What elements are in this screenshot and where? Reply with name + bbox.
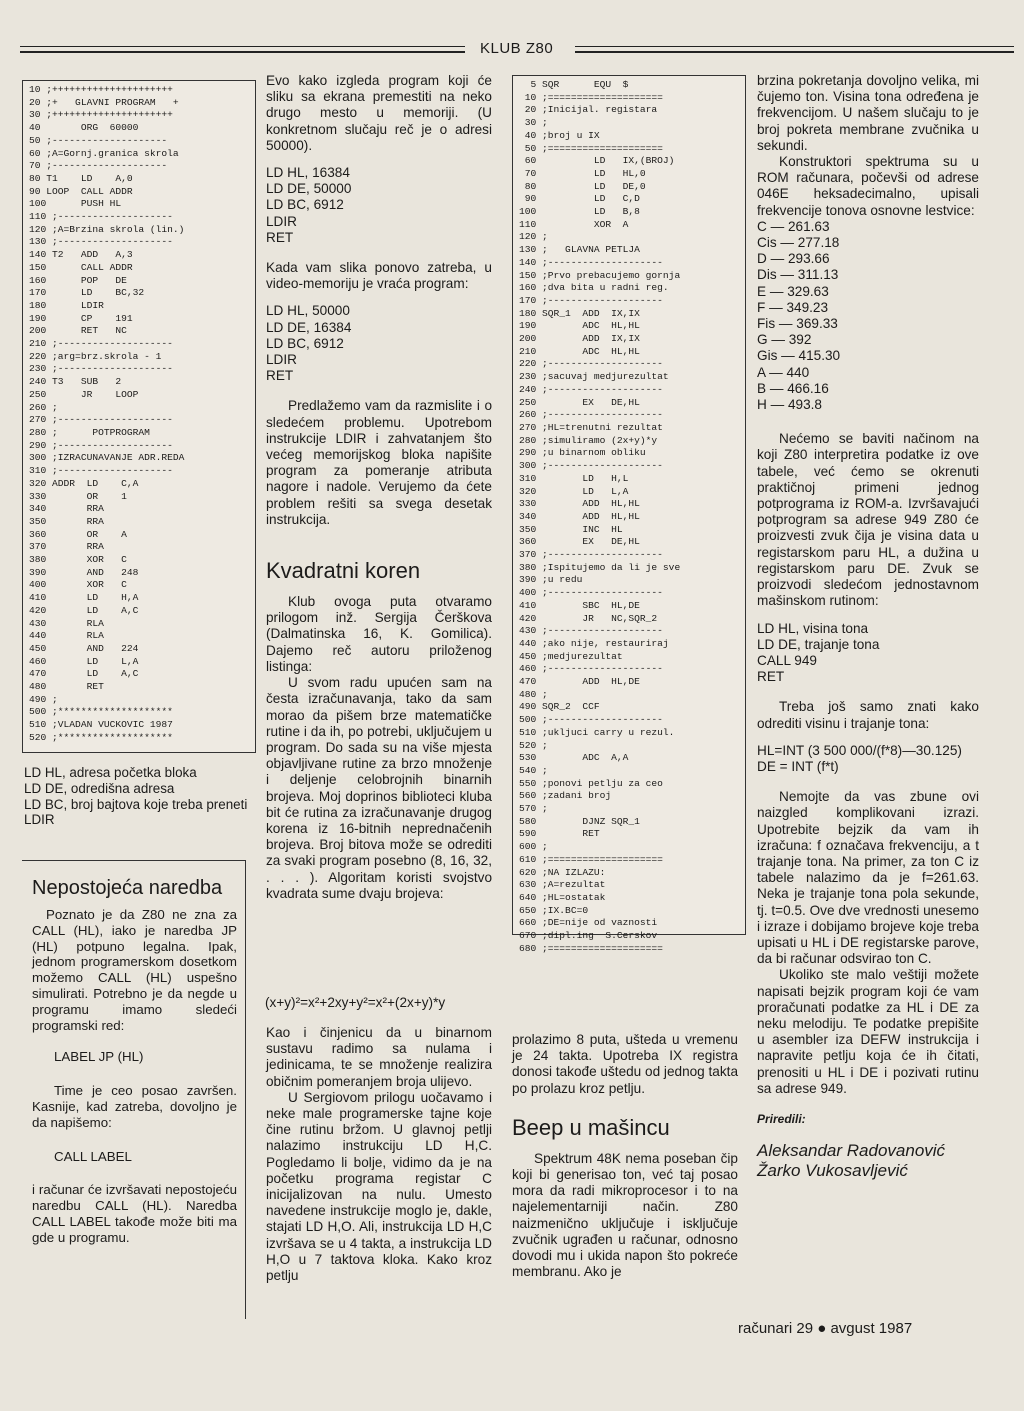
code-line: 390 ;u redu (519, 574, 583, 586)
code-line: 20 ;Inicijal. registara (519, 104, 658, 116)
code-line: 400 XOR C (29, 579, 127, 591)
middle-paragraph-2: Kada vam slika ponovo zatreba, u video-memoriju je vraća program: (266, 260, 492, 292)
code-line: 10 ;==================== (519, 91, 663, 103)
third-paragraph-2: Spektrum 48K nema poseban čip koji bi generisao ton, već taj posao mora da radi mikroprocesor i to na najelementarniji način. Z80 naizmenično uključuje i isključuje zvučnik ugrađen u računar, odnosno dovodi mu i ukida napon što pokreće membranu. Ako je (512, 1150, 738, 1280)
code-line: 430 RLA (29, 617, 104, 629)
sidebar-heading: Nepostojeća naredba (32, 877, 223, 899)
heading-kvadratni-koren: Kvadratni koren (266, 558, 421, 584)
code-line: 70 ;-------------------- (29, 160, 168, 172)
right-code-1: LD HL, visina tona LD DE, trajanje tona CALL 949 RET (757, 620, 880, 685)
code-line: 340 ADD HL,HL (519, 510, 640, 522)
code-line: 260 ; (29, 401, 58, 413)
section-title: KLUB Z80 (480, 40, 554, 57)
note-a: A — 440 (757, 364, 810, 380)
code-line: 150 ;Prvo prebacujemo gornja (519, 269, 681, 281)
note-c: C — 261.63 (757, 218, 830, 234)
code-line: 340 RRA (29, 503, 104, 515)
note-frequency-list (757, 219, 979, 413)
code-line: 430 ;-------------------- (519, 625, 663, 637)
sidebar-box (22, 860, 246, 1319)
code-line: 110 XOR A (519, 218, 629, 230)
code-line: 490 SQR_2 CCF (519, 701, 600, 713)
code-line: 390 AND 248 (29, 566, 139, 578)
header-rule-right (575, 46, 1014, 53)
code-line: 300 ;IZRACUNAVANJE ADR.REDA (29, 452, 185, 464)
code-line: 370 RRA (29, 541, 104, 553)
code-line: 440 ;ako nije, restauriraj (519, 637, 669, 649)
code-line: 460 LD L,A (29, 655, 139, 667)
note-fis: Fis — 369.33 (757, 316, 838, 332)
code-line: 180 LDIR (29, 299, 104, 311)
note-b: B — 466.16 (757, 380, 829, 396)
right-paragraph-5: Nemojte da vas zbune ovi naizgled komplikovani izrazi. Upotrebite bejzik da vam ih izračuna: f označava frekvenciju, a t trajanje tona. Na primer, za ton C iz tabele nalazimo da je f=261.63. Neka je trajanje tona pola sekunde, tj. t=0.5. Ove dve vrednosti unesemo i izraze i dobijamo brojeve koje treba upisati u HL i DE registarske parove, da bi računar odsvirao ton C. (757, 789, 979, 967)
note-h: H — 493.8 (757, 397, 822, 413)
author-1: Aleksandar Radovanović (757, 1141, 946, 1161)
code-line: 160 POP DE (29, 274, 127, 286)
code-line: 410 LD H,A (29, 592, 139, 604)
code-line: 480 ; (519, 688, 548, 700)
code-line: 620 ;NA IZLAZU: (519, 866, 606, 878)
code-line: 350 RRA (29, 515, 104, 527)
code-line: 200 ADD IX,IX (519, 333, 640, 345)
code-line: 520 ;******************** (29, 731, 173, 743)
code-line: 60 ;A=Gornj.granica skrola (29, 147, 179, 159)
code-line: 330 OR 1 (29, 490, 127, 502)
middle-code-1: LD HL, 16384 LD DE, 50000 LD BC, 6912 LDIR RET (266, 165, 352, 245)
code-line: 480 RET (29, 681, 104, 693)
third-column (512, 1032, 738, 1291)
code-line: 40 ORG 60000 (29, 122, 139, 134)
code-line: 60 LD IX,(BROJ) (519, 155, 675, 167)
code-line: 450 ;medjurezultat (519, 650, 623, 662)
middle-paragraph-6: Kao i činjenicu da u binarnom sustavu radimo sa nulama i jedinicama, te se množenje realizira običnim pomeranjem broja ulijevo. (266, 1025, 492, 1089)
code-line: 570 ; (519, 803, 548, 815)
code-line: 420 JR NC,SQR_2 (519, 612, 658, 624)
code-line: 550 ;ponovi petlju za ceo (519, 777, 663, 789)
code-line: 330 ADD HL,HL (519, 498, 640, 510)
code-line: 470 LD A,C (29, 668, 139, 680)
code-line: 380 ;Ispitujemo da li je sve (519, 561, 681, 573)
code-line: 190 CP 191 (29, 312, 133, 324)
code-line: 520 ; (519, 739, 548, 751)
page-header (20, 40, 1014, 56)
code-listing-right (512, 75, 746, 954)
code-line: 130 ;-------------------- (29, 236, 173, 248)
code-line: 670 ;dipl.ing S.Cerskov (519, 930, 658, 942)
right-paragraph-1: brzina pokretanja dovoljno velika, mi čujemo ton. Visina tona određena je frekvencijom. U našem slučaju to je broj pokreta membrane zvučnika u sekundi. (757, 73, 979, 153)
credits-label: Priredili: (757, 1111, 806, 1126)
left-column-text (24, 765, 252, 828)
code-line: 440 RLA (29, 630, 104, 642)
middle-paragraph-5: U svom radu upućen sam na česta izračunavanja, tako da sam morao da pišem brze matematičke rutine i da ih, po potrebi, uključujem u program. Do sada su na više mjesta objavljivane rutine za brzo množenje i deljenje celobrojnih binarnih brojeva. Moj doprinos biblioteci kluba bit će rutina za izračunavanje drugog korena iz 16-bitnih neprednačenih brojeva. Broj bitova može se odrediti za svaki program posebno (8, 16, 32, . . . ). Algoritam koristi svojstvo kvadrata sume dvaju brojeva: (266, 675, 492, 901)
code-line: 280 ; POTPROGRAM (29, 426, 150, 438)
ldir-line-3: LD BC, broj bajtova koje treba preneti (24, 796, 248, 812)
right-column (757, 73, 979, 1181)
code-line: 290 ;u binarnom obliku (519, 447, 646, 459)
note-d: D — 293.66 (757, 251, 830, 267)
code-line: 380 XOR C (29, 554, 127, 566)
code-line: 190 ADC HL,HL (519, 320, 640, 332)
code-line: 360 OR A (29, 528, 127, 540)
code-line: 90 LD C,D (519, 193, 640, 205)
code-line: 560 ;zadani broj (519, 790, 612, 802)
author-2: Žarko Vukosavljević (757, 1161, 908, 1181)
code-line: 540 ; (519, 764, 548, 776)
header-rule-left (20, 46, 465, 53)
code-line: 450 AND 224 (29, 642, 139, 654)
code-line: 80 LD DE,0 (519, 180, 646, 192)
code-line: 320 LD L,A (519, 485, 629, 497)
code-line: 140 T2 ADD A,3 (29, 249, 133, 261)
code-line: 420 LD A,C (29, 604, 139, 616)
middle-paragraph-7: U Sergiovom prilogu uočavamo i neke male programerske tajne koje čine rutinu bržom. U glavnoj petlji nalazimo instrukciju LD H,C. Pogledamo li bolje, vidimo da je na početku programa registar C inicijalizovan na nulu. Umesto navedene instrukcije moglo je, dakle, stajati LD H,O. Ali, instrukcija LD H,C izvršava se u 4 takta, a instrukcija LD H,O u 7 taktova kloka. Kako kroz petlju (266, 1089, 492, 1284)
code-line: 170 ;-------------------- (519, 294, 663, 306)
code-line: 410 SBC HL,DE (519, 599, 640, 611)
code-line: 80 T1 LD A,0 (29, 172, 133, 184)
middle-paragraph-1: Evo kako izgleda program koji će sliku sa ekrana premestiti na neko drugo mesto u memoriji. (U konkretnom slučaju reč je o adresi 50000). (266, 73, 492, 153)
code-line: 320 ADDR LD C,A (29, 477, 139, 489)
code-line: 270 ;HL=trenutni rezultat (519, 421, 663, 433)
note-e: E — 329.63 (757, 283, 829, 299)
sidebar-paragraph-3: i računar će izvršavati nepostojeću naredbu CALL (HL). Naredba CALL LABEL takođe može biti ma gde u programu. (32, 1182, 237, 1245)
heading-beep: Beep u mašincu (512, 1114, 670, 1140)
code-line: 220 ;arg=brz.skrola - 1 (29, 350, 162, 362)
page-footer: računari 29 ● avgust 1987 (738, 1320, 913, 1337)
middle-paragraph-3: Predlažemo vam da razmislite i o sledećem problemu. Upotrebom instrukcije LDIR i zahvatanjem što većeg memorijskog bloka napišite program za pomeranje atributa nagore i nadole. Verujemo da ćete problem rešiti sa svega desetak instrukcija. (266, 398, 492, 527)
code-line: 500 ;******************** (29, 706, 173, 718)
code-line: 90 LOOP CALL ADDR (29, 185, 133, 197)
middle-column (266, 73, 492, 913)
code-line: 290 ;-------------------- (29, 439, 173, 451)
code-line: 230 ;-------------------- (29, 363, 173, 375)
note-cis: Cis — 277.18 (757, 235, 840, 251)
third-paragraph-1: prolazimo 8 puta, ušteda u vremenu je 24 takta. Upotreba IX registra donosi takođe uštedu od jednog takta po prolazu kroz petlju. (512, 1032, 738, 1096)
code-line: 180 SQR_1 ADD IX,IX (519, 307, 640, 319)
code-line: 100 PUSH HL (29, 198, 122, 210)
code-line: 130 ; GLAVNA PETLJA (519, 244, 640, 256)
code-line: 20 ;+ GLAVNI PROGRAM + (29, 96, 179, 108)
code-line: 160 ;dva bita u radni reg. (519, 282, 669, 294)
right-paragraph-2: Konstruktori spektruma su u ROM računara, počevši od adrese 046E heksadecimalno, upisali frekvencije tonova osnovne lestvice: (757, 154, 979, 218)
code-line: 610 ;==================== (519, 853, 663, 865)
code-line: 680 ;==================== (519, 942, 663, 954)
note-g: G — 392 (757, 332, 812, 348)
formula-square-sum: (x+y)²=x²+2xy+y²=x²+(2x+y)*y (265, 995, 446, 1010)
code-line: 50 ;-------------------- (29, 134, 168, 146)
code-line: 220 ;-------------------- (519, 358, 663, 370)
code-line: 210 ;-------------------- (29, 338, 173, 350)
code-line: 500 ;-------------------- (519, 714, 663, 726)
code-line: 640 ;HL=ostatak (519, 892, 606, 903)
code-line: 600 ; (519, 841, 548, 853)
code-line: 370 ;-------------------- (519, 549, 663, 561)
code-line: 280 ;simuliramo (2x+y)*y (519, 434, 658, 446)
middle-code-2: LD HL, 50000 LD DE, 16384 LD BC, 6912 LDIR RET (266, 303, 352, 384)
code-line: 110 ;-------------------- (29, 211, 173, 223)
code-line: 490 ; (29, 693, 58, 705)
note-f: F — 349.23 (757, 299, 829, 315)
code-line: 660 ;DE=nije od vaznosti (519, 917, 658, 929)
code-line: 250 EX DE,HL (519, 396, 640, 408)
code-line: 70 LD HL,0 (519, 167, 646, 179)
ldir-line-1: LD HL, adresa početka bloka (24, 765, 197, 780)
sidebar-code-2: CALL LABEL (54, 1148, 132, 1164)
right-paragraph-3: Nećemo se baviti načinom na koji Z80 interpretira podatke iz ove tabele, već ćemo se okrenuti praktičnoj primeni jednog potprograma iz ROM-a. Izvršavajući potprogram sa adrese 949 Z80 će proizvesti zvuk čija je visina data u registarskom paru HL, a dužina u registarskom paru DE. Zvuk se proizvodi sledećom jednostavnom mašinskom rutinom: (757, 431, 979, 609)
code-line: 100 LD B,8 (519, 206, 640, 218)
code-line: 120 ;A=Brzina skrola (lin.) (29, 223, 185, 235)
code-line: 530 ADC A,A (519, 752, 629, 764)
code-line: 270 ;-------------------- (29, 414, 173, 426)
code-line: 510 ;VLADAN VUCKOVIC 1987 (29, 719, 173, 731)
code-line: 10 ;+++++++++++++++++++++ (29, 84, 173, 95)
code-line: 150 CALL ADDR (29, 261, 133, 273)
code-line: 50 ;==================== (519, 142, 663, 154)
sidebar-paragraph-2: Time je ceo posao završen. Kasnije, kad zatreba, dovoljno je da napišemo: (32, 1083, 237, 1130)
right-paragraph-4: Treba još samo znati kako odrediti visinu i trajanje tona: (757, 699, 979, 731)
middle-paragraph-4: Klub ovoga puta otvaramo prilogom inž. Sergija Čerškova (Dalmatinska 16, K. Gomilica). Dajemo reč autoru priloženog listinga: (266, 594, 492, 674)
code-listing-left (22, 80, 256, 753)
code-line: 240 ;-------------------- (519, 383, 663, 395)
code-line: 210 ADC HL,HL (519, 345, 640, 357)
code-line: 240 T3 SUB 2 (29, 376, 122, 388)
right-paragraph-6: Ukoliko ste malo veštiji možete napisati bejzik program koji će vam proračunati podatke za HL i DE za neku melodiju. Te podatke prepišite u asembler iza DEFW instrukcija i napravite petlju koja će ih čitati, prenositi u HL i DE i pozivati rutinu sa adrese 949. (757, 967, 979, 1096)
middle-column-lower (266, 1025, 492, 1284)
code-line: 580 DJNZ SQR_1 (519, 815, 640, 827)
ldir-line-2: LD DE, odredišna adresa (24, 780, 175, 796)
code-line: 460 ;-------------------- (519, 663, 663, 675)
code-line: 310 ;-------------------- (29, 465, 173, 477)
note-dis: Dis — 311.13 (757, 267, 839, 283)
code-line: 140 ;-------------------- (519, 256, 663, 268)
code-line: 30 ;+++++++++++++++++++++ (29, 109, 173, 121)
right-code-2: HL=INT (3 500 000/(f*8)—30.125) DE = INT (f*t) (757, 742, 962, 774)
code-line: 120 ; (519, 231, 548, 243)
code-line: 40 ;broj u IX (519, 129, 600, 141)
code-line: 400 ;-------------------- (519, 587, 663, 599)
note-gis: Gis — 415.30 (757, 348, 841, 364)
code-line: 250 JR LOOP (29, 388, 139, 400)
code-line: 230 ;sacuvaj medjurezultat (519, 371, 669, 383)
code-line: 200 RET NC (29, 325, 127, 337)
code-line: 310 LD H,L (519, 472, 629, 484)
code-line: 590 RET (519, 828, 600, 840)
code-line: 510 ;ukljuci carry u rezul. (519, 726, 675, 738)
code-line: 5 SQR EQU $ (519, 79, 629, 90)
sidebar-paragraph-1: Poznato je da Z80 ne zna za CALL (HL), iako je naredba JP (HL) potpuno legalna. Ipak, jednom programerskom dosetkom možemo CALL (HL) uspešno simulirati. Potrebno je da negde u programu imamo sledeći programski red: (32, 907, 237, 1033)
code-line: 300 ;-------------------- (519, 460, 663, 472)
code-line: 260 ;-------------------- (519, 409, 663, 421)
code-line: 630 ;A=rezultat (519, 879, 606, 891)
code-line: 360 EX DE,HL (519, 536, 640, 548)
code-line: 350 INC HL (519, 523, 623, 535)
code-line: 650 ;IX.BC=0 (519, 904, 589, 916)
code-line: 30 ; (519, 117, 548, 129)
ldir-line-4: LDIR (24, 812, 55, 828)
sidebar-code-1: LABEL JP (HL) (54, 1049, 144, 1065)
code-line: 470 ADD HL,DE (519, 676, 640, 688)
code-line: 170 LD BC,32 (29, 287, 145, 299)
